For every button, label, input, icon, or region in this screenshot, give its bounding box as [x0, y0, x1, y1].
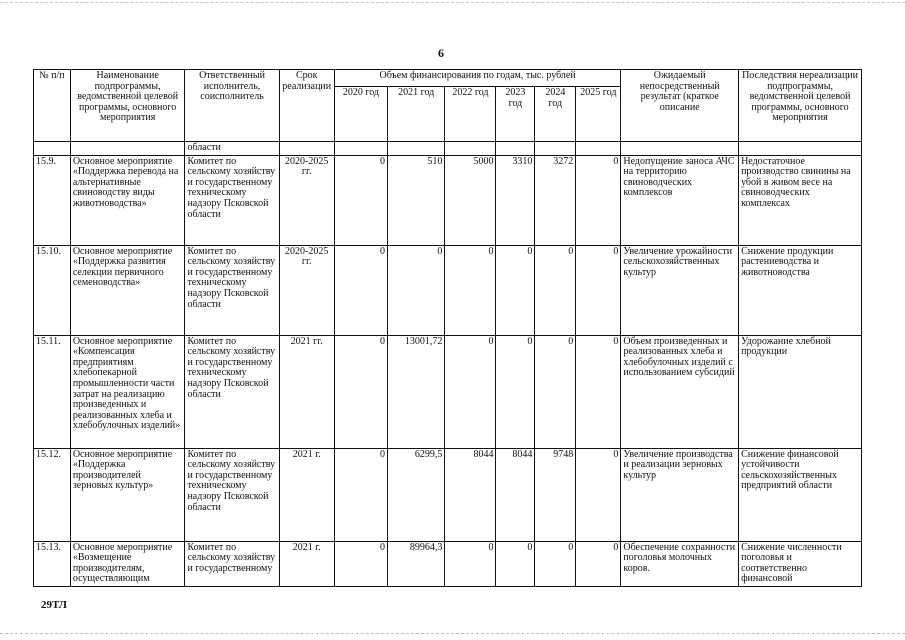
cell-value: 0 [535, 541, 576, 586]
cell-value: 0 [445, 541, 496, 586]
header-year: 2023 год [496, 87, 535, 142]
cell-consequences: Снижение численности поголовья и соответственно финансовой [739, 541, 862, 586]
scan-edge-bottom [0, 633, 905, 634]
cell-value: 13001,72 [388, 335, 445, 448]
page-number: 6 [438, 46, 444, 60]
cell-result: Обеспечение сохранности поголовья молочных коров. [621, 541, 739, 586]
cell-value: 0 [576, 541, 621, 586]
cell-value: 0 [334, 448, 387, 541]
table-cell [576, 142, 621, 156]
cell-value: 0 [334, 245, 387, 335]
table-cell [496, 142, 535, 156]
cell-result: Недопущение заноса АЧС на территорию свиноводческих комплексов [621, 155, 739, 245]
cell-value: 5000 [445, 155, 496, 245]
header-funding: Объем финансирования по годам, тыс. рублей [334, 70, 621, 87]
header-year: 2021 год [388, 87, 445, 142]
cell-no: 15.13. [34, 541, 71, 586]
cell-no: 15.12. [34, 448, 71, 541]
cell-value: 0 [334, 541, 387, 586]
table-cell [535, 142, 576, 156]
table-cell [739, 142, 862, 156]
cell-term: 2020-2025 гг. [279, 245, 334, 335]
cell-value: 0 [496, 245, 535, 335]
program-table [33, 69, 862, 587]
cell-value: 0 [496, 541, 535, 586]
cell-consequences: Удорожание хлебной продукции [739, 335, 862, 448]
cell-value: 9748 [535, 448, 576, 541]
cell-value: 89964,3 [388, 541, 445, 586]
table-row [34, 541, 862, 586]
cell-name: Основное мероприятие «Поддержка производителей зерновых культур» [70, 448, 185, 541]
cell-consequences: Снижение финансовой устойчивости сельскохозяйственных предприятий области [739, 448, 862, 541]
cell-value: 0 [576, 335, 621, 448]
cell-executor: Комитет по сельскому хозяйству и государственному техническому надзору Псковской области [185, 335, 279, 448]
cell-term: 2021 гг. [279, 335, 334, 448]
cell-value: 0 [576, 448, 621, 541]
cell-value: 0 [445, 245, 496, 335]
cell-executor: Комитет по сельскому хозяйству и государственному техническому надзору Псковской области [185, 155, 279, 245]
cell-value: 8044 [445, 448, 496, 541]
header-year: 2024 год [535, 87, 576, 142]
cell-value: 0 [535, 245, 576, 335]
cell-value: 0 [576, 155, 621, 245]
header-consequences: Последствия нереализации подпрограммы, ведомственной целевой программы, основного мероприятия [739, 70, 862, 142]
header-result: Ожидаемый непосредственный результат (краткое описание [621, 70, 739, 142]
cell-executor: Комитет по сельскому хозяйству и государственному [185, 541, 279, 586]
cell-executor: области [185, 142, 279, 156]
cell-value: 3272 [535, 155, 576, 245]
cell-executor: Комитет по сельскому хозяйству и государственному техническому надзору Псковской области [185, 448, 279, 541]
cell-value: 0 [535, 335, 576, 448]
cell-value: 0 [576, 245, 621, 335]
cell-term: 2020-2025 гг. [279, 155, 334, 245]
table-cell [445, 142, 496, 156]
table-row [34, 448, 862, 541]
table-row [34, 335, 862, 448]
table-cell [388, 142, 445, 156]
cell-result: Увеличение урожайности сельскохозяйственных культур [621, 245, 739, 335]
cell-name: Основное мероприятие «Поддержка развития селекции первичного семеноводства» [70, 245, 185, 335]
header-name: Наименование подпрограммы, ведомственной целевой программы, основного мероприятия [70, 70, 185, 142]
cell-name: Основное мероприятие «Возмещение производителям, осуществляющим [70, 541, 185, 586]
continuation-row [34, 142, 862, 156]
cell-result: Увеличение производства и реализации зерновых культур [621, 448, 739, 541]
cell-value: 8044 [496, 448, 535, 541]
cell-value: 510 [388, 155, 445, 245]
header-term: Срок реализации [279, 70, 334, 142]
cell-no: 15.10. [34, 245, 71, 335]
table-cell [70, 142, 185, 156]
cell-value: 0 [445, 335, 496, 448]
header-year: 2025 год [576, 87, 621, 142]
cell-no: 15.9. [34, 155, 71, 245]
footer-code: 29ТЛ [41, 599, 67, 611]
cell-term: 2021 г. [279, 448, 334, 541]
table-row [34, 245, 862, 335]
cell-name: Основное мероприятие «Компенсация предприятиям хлебопекарной промышленности части затрат на реализацию произведенных и реализованных хлеба и хлебобулочных изделий» [70, 335, 185, 448]
table-cell [279, 142, 334, 156]
header-year: 2022 год [445, 87, 496, 142]
cell-name: Основное мероприятие «Поддержка перевода на альтернативные свиноводству виды животноводства» [70, 155, 185, 245]
cell-consequences: Недостаточное производство свинины на убой в живом весе на свиноводческих комплексах [739, 155, 862, 245]
cell-term: 2021 г. [279, 541, 334, 586]
cell-no: 15.11. [34, 335, 71, 448]
scan-edge-top [0, 2, 905, 3]
cell-value: 0 [496, 335, 535, 448]
cell-value: 0 [388, 245, 445, 335]
header-no: № п/п [34, 70, 71, 142]
cell-consequences: Снижение продукции растениеводства и животноводства [739, 245, 862, 335]
cell-value: 0 [334, 155, 387, 245]
table-cell [334, 142, 387, 156]
header-executor: Ответственный исполнитель, соисполнитель [185, 70, 279, 142]
table-row [34, 155, 862, 245]
header-year: 2020 год [334, 87, 387, 142]
cell-result: Объем произведенных и реализованных хлеба и хлебобулочных изделий с использованием субсидий [621, 335, 739, 448]
cell-value: 3310 [496, 155, 535, 245]
cell-value: 0 [334, 335, 387, 448]
cell-value: 6299,5 [388, 448, 445, 541]
table-cell [621, 142, 739, 156]
table-cell [34, 142, 71, 156]
cell-executor: Комитет по сельскому хозяйству и государственному техническому надзору Псковской области [185, 245, 279, 335]
